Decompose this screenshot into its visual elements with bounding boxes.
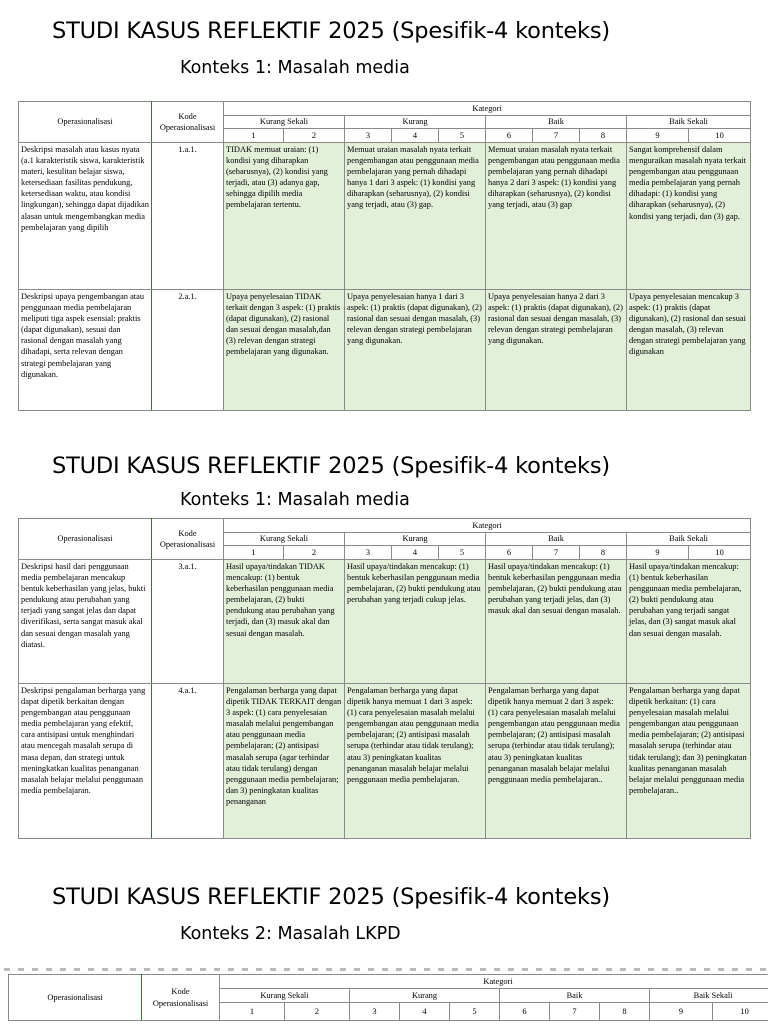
baik-sekali-cell: Pengalaman berharga yang dapat dipetik berkaitan: (1) cara penyelesaian masalah melalui pengembangan atau penggunaan media pembelajaran; (2) antisipasi masalah serupa (terhindar atau tidak terulang); dan 3) peningkatan kualitas penanganan masalah belajar melalui penggunaan media pembelajaran..: [627, 684, 751, 839]
kode-cell: 2.a.1.: [152, 290, 224, 411]
header-kurang: Kurang: [345, 116, 486, 129]
score-number: 3: [345, 546, 392, 560]
table-row: [19, 684, 751, 839]
score-number: 3: [350, 1003, 400, 1021]
header-kategori: Kategori: [224, 519, 751, 533]
header-baik: Baik: [486, 533, 627, 546]
baik-cell: Pengalaman berharga yang dapat dipetik hanya memuat 2 dari 3 aspek: (1) cara penyelesaian masalah melalui pengembangan atau penggunaan media pembelajaran; (2) antisipasi masalah serupa (terhindar atau tidak terulang); atau 3) peningkatan kualitas penanganan masalah belajar melalui penggunaan media pembelajaran..: [486, 684, 627, 839]
header-kurang-sekali: Kurang Sekali: [224, 533, 345, 546]
section-2-subtitle: Konteks 1: Masalah media: [180, 490, 410, 510]
score-number: 10: [713, 1003, 768, 1021]
score-number: 8: [580, 546, 627, 560]
kurang-cell: Hasil upaya/tindakan mencakup: (1) bentuk keberhasilan penggunaan media pembelajaran, (2) bukti pendukung atau perubahan yang terjadi cukup jelas.: [345, 560, 486, 684]
header-kode: Kode Operasionalisasi: [142, 975, 220, 1021]
kurang-cell: Pengalaman berharga yang dapat dipetik hanya memuat 1 dari 3 aspek: (1) cara penyelesaian masalah melalui pengembangan atau penggunaan media pembelajaran; (2) antisipasi masalah serupa (terhindar atau tidak terulang); atau 3) peningkatan kualitas penanganan masalah belajar melalui penggunaan media pembelajaran.: [345, 684, 486, 839]
operasionalisasi-cell: Deskripsi upaya pengembangan atau penggunaan media pembelajaran meliputi tiga aspek esensial: praktis (dapat digunakan), sesuai dan rasional dengan masalah yang dihadapi, serta relevan dengan strategi pembelajaran yang digunakan.: [19, 290, 152, 411]
operasionalisasi-cell: Deskripsi masalah atau kasus nyata (a.1 karakteristik siswa, karakteristik materi, kesulitan belajar siswa, ketersediaan fasilitas pendukung, ketersediaan waktu, atau kondisi lingkungan), sehingga dapat dijadikan alasan untuk mengembangkan media pembelajaran yang dipilih: [19, 143, 152, 290]
header-kode: Kode Operasionalisasi: [152, 102, 224, 143]
header-operasionalisasi: Operasionalisasi: [19, 102, 152, 143]
rubric-table-1: [18, 101, 751, 411]
kurang-cell: Memuat uraian masalah nyata terkait pengembangan atau penggunaan media pembelajaran yang pernah dihadapi hanya 1 dari 3 aspek: (1) kondisi yang diharapkan (seharusnya), (2) kondisi yang terjadi, atau (3) gap.: [345, 143, 486, 290]
operasionalisasi-cell: Deskripsi hasil dari penggunaan media pembelajaran mencakup bentuk keberhasilan yang jelas, bukti pendukung atau perubahan yang terjadi yang sangat jelas dan dapat diverifikasi, serta sangat masuk akal dan sesuai dengan masalah yang diatasi.: [19, 560, 152, 684]
score-number: 1: [220, 1003, 285, 1021]
baik-sekali-cell: Hasil upaya/tindakan mencakup: (1) bentuk keberhasilan penggunaan media pembelajaran, (2) bukti pendukung atau perubahan yang terjadi sangat jelas, dan (3) sangat masuk akal dan sesuai dengan masalah.: [627, 560, 751, 684]
score-number: 2: [284, 546, 345, 560]
header-baik: Baik: [486, 116, 627, 129]
header-kategori: Kategori: [224, 102, 751, 116]
operasionalisasi-cell: Deskripsi pengalaman berharga yang dapat dipetik berkaitan dengan pengembangan atau penggunaan media pembelajaran yang efektif, cara antisipasi untuk menghindari atau mencegah masalah serupa di masa depan, dan strategi untuk meningkatkan kualitas penanganan masalah belajar melalui penggunaan media pembelajaran.: [19, 684, 152, 839]
score-number: 6: [500, 1003, 550, 1021]
score-number: 5: [439, 129, 486, 143]
score-number: 2: [285, 1003, 350, 1021]
kurang-cell: Upaya penyelesaian hanya 1 dari 3 aspek: (1) praktis (dapat digunakan), (2) rasional dan sesuai dengan masalah, (3) relevan dengan strategi pembelajaran yang digunakan.: [345, 290, 486, 411]
section-1-title: STUDI KASUS REFLEKTIF 2025 (Spesifik-4 konteks): [52, 18, 610, 44]
header-kurang: Kurang: [350, 989, 500, 1003]
rubric-table-3: [8, 974, 768, 1021]
score-number: 4: [392, 546, 439, 560]
header-kurang-sekali: Kurang Sekali: [220, 989, 350, 1003]
score-number: 9: [627, 546, 689, 560]
score-number: 4: [400, 1003, 450, 1021]
baik-cell: Upaya penyelesaian hanya 2 dari 3 aspek: (1) praktis (dapat digunakan), (2) rasional dan sesuai dengan masalah, (3) relevan dengan strategi pembelajaran yang digunakan.: [486, 290, 627, 411]
kurang-sekali-cell: Hasil upaya/tindakan TIDAK mencakup: (1) bentuk keberhasilan penggunaan media pembelajaran, (2) bukti pendukung atau perubahan yang terjadi, dan (3) masuk akal dan sesuai dengan masalah.: [224, 560, 345, 684]
section-2-title: STUDI KASUS REFLEKTIF 2025 (Spesifik-4 konteks): [52, 453, 610, 479]
cropped-row-artifact: [4, 968, 768, 971]
baik-sekali-cell: Upaya penyelesaian mencakup 3 aspek: (1) praktis (dapat digunakan), (2) rasional dan sesuai dengan masalah, (3) relevan dengan strategi pembelajaran yang digunakan: [627, 290, 751, 411]
table-row: [19, 560, 751, 684]
section-3-title: STUDI KASUS REFLEKTIF 2025 (Spesifik-4 konteks): [52, 884, 610, 910]
header-baik-sekali: Baik Sekali: [627, 533, 751, 546]
score-number: 9: [650, 1003, 713, 1021]
header-baik-sekali: Baik Sekali: [627, 116, 751, 129]
kode-cell: 3.a.1.: [152, 560, 224, 684]
section-3-subtitle: Konteks 2: Masalah LKPD: [180, 924, 401, 944]
table-row: [19, 143, 751, 290]
score-number: 2: [284, 129, 345, 143]
header-operasionalisasi: Operasionalisasi: [9, 975, 142, 1021]
header-kurang: Kurang: [345, 533, 486, 546]
score-number: 3: [345, 129, 392, 143]
score-number: 10: [689, 129, 751, 143]
rubric-table-2: [18, 518, 751, 839]
score-number: 5: [439, 546, 486, 560]
kode-cell: 1.a.1.: [152, 143, 224, 290]
score-number: 4: [392, 129, 439, 143]
score-number: 1: [224, 129, 284, 143]
score-number: 9: [627, 129, 689, 143]
header-kode: Kode Operasionalisasi: [152, 519, 224, 560]
header-kategori: Kategori: [220, 975, 768, 989]
score-number: 7: [533, 129, 580, 143]
header-operasionalisasi: Operasionalisasi: [19, 519, 152, 560]
header-baik-sekali: Baik Sekali: [650, 989, 768, 1003]
score-number: 7: [533, 546, 580, 560]
kurang-sekali-cell: TIDAK memuat uraian: (1) kondisi yang diharapkan (seharusnya), (2) kondisi yang terjadi, atau (3) adanya gap, sehingga dipilih media pembelajaran tertentu.: [224, 143, 345, 290]
score-number: 6: [486, 129, 533, 143]
baik-cell: Hasil upaya/tindakan mencakup: (1) bentuk keberhasilan penggunaan media pembelajaran, (2) bukti pendukung atau perubahan yang terjadi jelas, dan (3) masuk akal dan sesuai dengan masalah.: [486, 560, 627, 684]
baik-sekali-cell: Sangat komprehensif dalam menguraikan masalah nyata terkait pengembangan atau penggunaan media pembelajaran yang pernah dihadapi: (1) kondisi yang diharapkan (seharusnya), (2) kondisi yang terjadi, dan (3) gap.: [627, 143, 751, 290]
header-baik: Baik: [500, 989, 650, 1003]
score-number: 8: [580, 129, 627, 143]
score-number: 10: [689, 546, 751, 560]
kurang-sekali-cell: Upaya penyelesaian TIDAK terkait dengan 3 aspek: (1) praktis (dapat digunakan), (2) rasional dan sesuai dengan masalah,dan (3) relevan dengan strategi pembelajaran yang digunakan.: [224, 290, 345, 411]
score-number: 8: [600, 1003, 650, 1021]
baik-cell: Memuat uraian masalah nyata terkait pengembangan atau penggunaan media pembelajaran yang pernah dihadapi hanya 2 dari 3 aspek: (1) kondisi yang diharapkan (seharusnya), (2) kondisi yang terjadi, atau (3) gap: [486, 143, 627, 290]
score-number: 7: [550, 1003, 600, 1021]
score-number: 5: [450, 1003, 500, 1021]
score-number: 6: [486, 546, 533, 560]
kurang-sekali-cell: Pengalaman berharga yang dapat dipetik TIDAK TERKAIT dengan 3 aspek: (1) cara penyelesaian masalah melalui pengembangan atau penggunaan media pembelajaran; (2) antisipasi masalah serupa (agar terhindar atau tidak terulang) dengan penggunaan media pembelajaran; dan 3) peningkatan kualitas penanganan: [224, 684, 345, 839]
header-kurang-sekali: Kurang Sekali: [224, 116, 345, 129]
section-1-subtitle: Konteks 1: Masalah media: [180, 58, 410, 78]
kode-cell: 4.a.1.: [152, 684, 224, 839]
score-number: 1: [224, 546, 284, 560]
table-row: [19, 290, 751, 411]
